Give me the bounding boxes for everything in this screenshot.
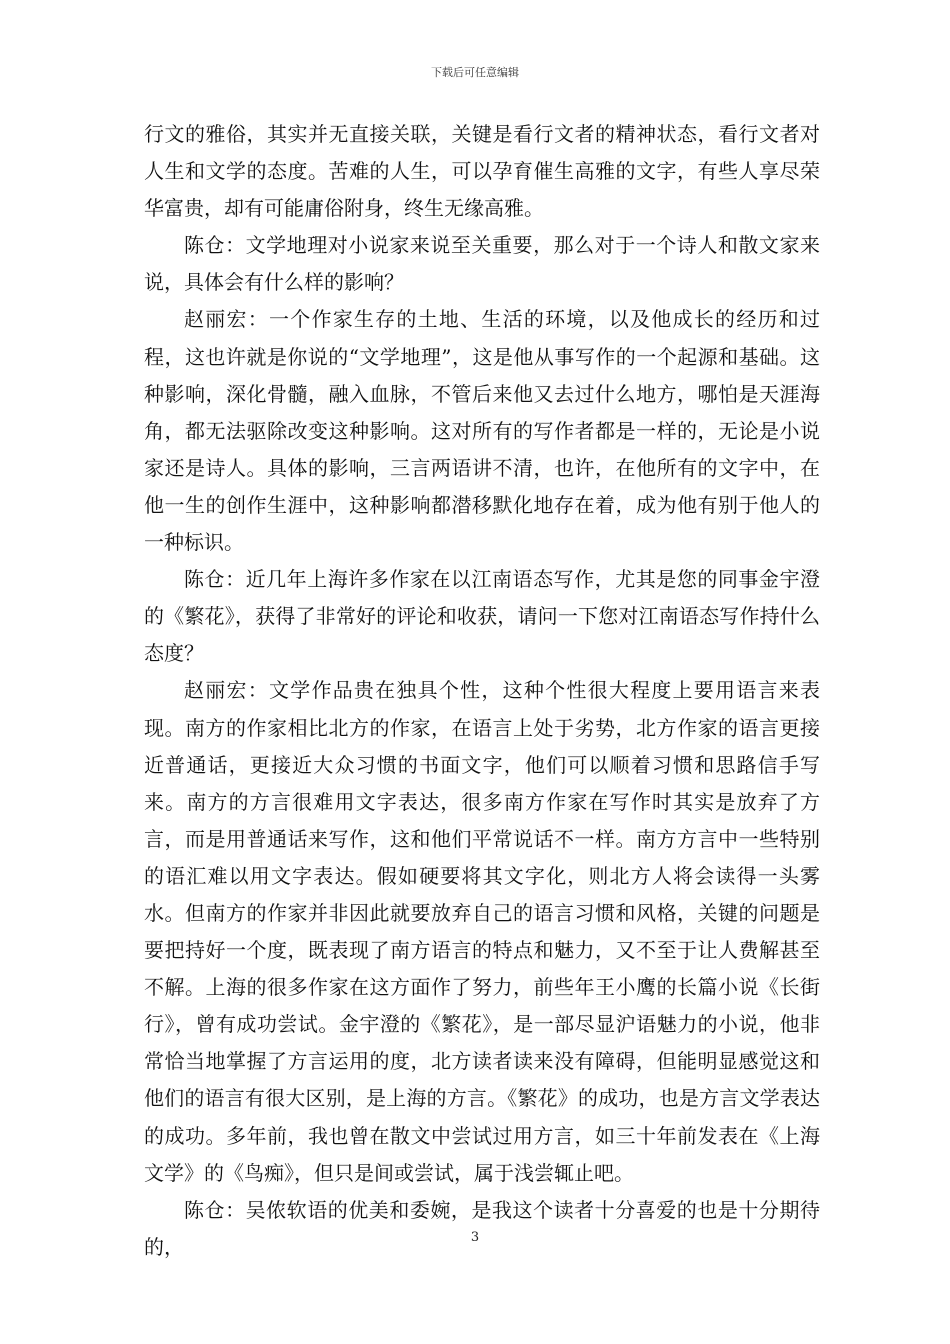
paragraph-1: 行文的雅俗，其实并无直接关联，关键是看行文者的精神状态，看行文者对人生和文学的态度。苦难的人生，可以孕育催生高雅的文字，有些人享尽荣华富贵，却有可能庸俗附身，终生无缘高雅。 [144,122,820,221]
paragraph-3: 赵丽宏：一个作家生存的土地、生活的环境，以及他成长的经历和过程，这也许就是你说的“文学地理”，这是他从事写作的一个起源和基础。这种影响，深化骨髓，融入血脉，不管后来他又去过什么地方，哪怕是天涯海角，都无法驱除改变这种影响。这对所有的写作者都是一样的，无论是小说家还是诗人。具体的影响，三言两语讲不清，也许，在他所有的文字中，在他一生的创作生涯中，这种影响都潜移默化地存在着，成为他有别于他人的一种标识。 [144,307,820,555]
page-header: 下载后可任意编辑 [431,66,519,79]
body-text [144,116,820,1266]
paragraph-2: 陈仓：文学地理对小说家来说至关重要，那么对于一个诗人和散文家来说，具体会有什么样的影响？ [144,233,820,295]
paragraph-5: 赵丽宏：文学作品贵在独具个性，这种个性很大程度上要用语言来表现。南方的作家相比北方的作家，在语言上处于劣势，北方作家的语言更接近普通话，更接近大众习惯的书面文字，他们可以顺着习惯和思路信手写来。南方的方言很难用文字表达，很多南方作家在写作时其实是放弃了方言，而是用普通话来写作，这和他们平常说话不一样。南方方言中一些特别的语汇难以用文字表达。假如硬要将其文字化，则北方人将会读得一头雾水。但南方的作家并非因此就要放弃自己的语言习惯和风格，关键的问题是要把持好一个度，既表现了南方语言的特点和魅力，又不至于让人费解甚至不解。上海的很多作家在这方面作了努力，前些年王小鹰的长篇小说《长街行》，曾有成功尝试。金宇澄的《繁花》，是一部尽显沪语魅力的小说，他非常恰当地掌握了方言运用的度，北方读者读来没有障碍，但能明显感觉这和他们的语言有很大区别，是上海的方言。《繁花》的成功，也是方言文学表达的成功。多年前，我也曾在散文中尝试过用方言，如三十年前发表在《上海文学》的《鸟痴》，但只是间或尝试，属于浅尝辄止吧。 [144,678,820,1185]
paragraph-4: 陈仓：近几年上海许多作家在以江南语态写作，尤其是您的同事金宇澄的《繁花》，获得了非常好的评论和收获，请问一下您对江南语态写作持什么态度？ [144,567,820,666]
page-number: 3 [470,1230,480,1245]
paragraph-6: 陈仓：吴侬软语的优美和委婉，是我这个读者十分喜爱的也是十分期待的， [144,1197,820,1259]
